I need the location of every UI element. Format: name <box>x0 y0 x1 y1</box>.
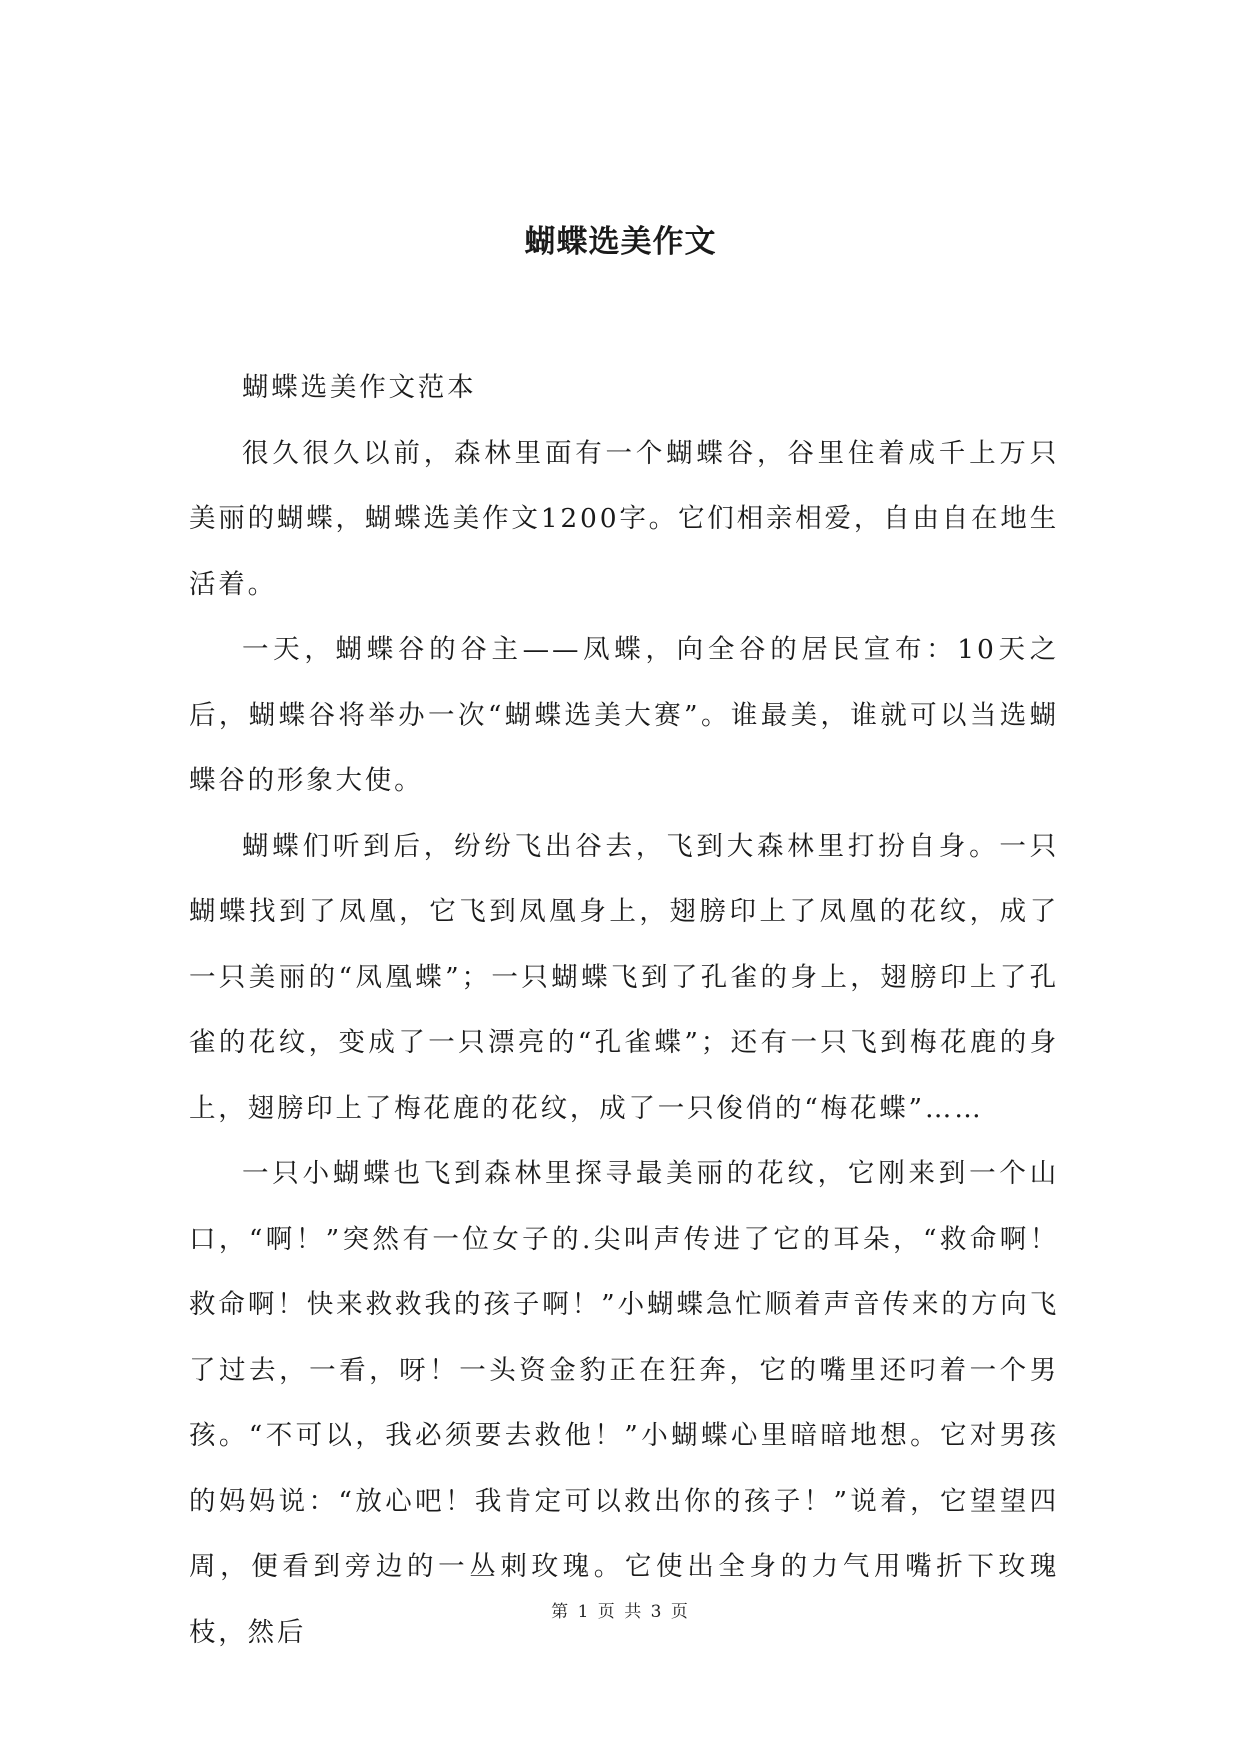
paragraph: 蝴蝶选美作文范本 <box>242 372 477 403</box>
paragraph: 一天，蝴蝶谷的谷主——凤蝶，向全谷的居民宣布：10天之后，蝴蝶谷将举办一次“蝴蝶选美大赛”。谁最美，谁就可以当选蝴蝶谷的形象大使。 <box>189 634 1059 796</box>
page-number-footer: 第 1 页 共 3 页 <box>551 1602 690 1622</box>
paragraph: 蝴蝶们听到后，纷纷飞出谷去，飞到大森林里打扮自身。一只蝴蝶找到了凤凰，它飞到凤凰身上，翅膀印上了凤凰的花纹，成了一只美丽的“凤凰蝶”；一只蝴蝶飞到了孔雀的身上，翅膀印上了孔雀的花纹，变成了一只漂亮的“孔雀蝶”；还有一只飞到梅花鹿的身上，翅膀印上了梅花鹿的花纹，成了一只俊俏的“梅花蝶”…… <box>189 830 1059 1124</box>
document-body <box>189 355 1059 1665</box>
document-title: 蝴蝶选美作文 <box>524 224 717 260</box>
paragraph: 一只小蝴蝶也飞到森林里探寻最美丽的花纹，它刚来到一个山口，“啊！”突然有一位女子的.尖叫声传进了它的耳朵，“救命啊！救命啊！快来救救我的孩子啊！”小蝴蝶急忙顺着声音传来的方向飞了过去，一看，呀！一头资金豹正在狂奔，它的嘴里还叼着一个男孩。“不可以，我必须要去救他！”小蝴蝶心里暗暗地想。它对男孩的妈妈说：“放心吧！我肯定可以救出你的孩子！”说着，它望望四周，便看到旁边的一丛刺玫瑰。它使出全身的力气用嘴折下玫瑰枝，然后 <box>189 1158 1059 1648</box>
paragraph: 很久很久以前，森林里面有一个蝴蝶谷，谷里住着成千上万只美丽的蝴蝶，蝴蝶选美作文1200字。它们相亲相爱，自由自在地生活着。 <box>189 437 1059 600</box>
